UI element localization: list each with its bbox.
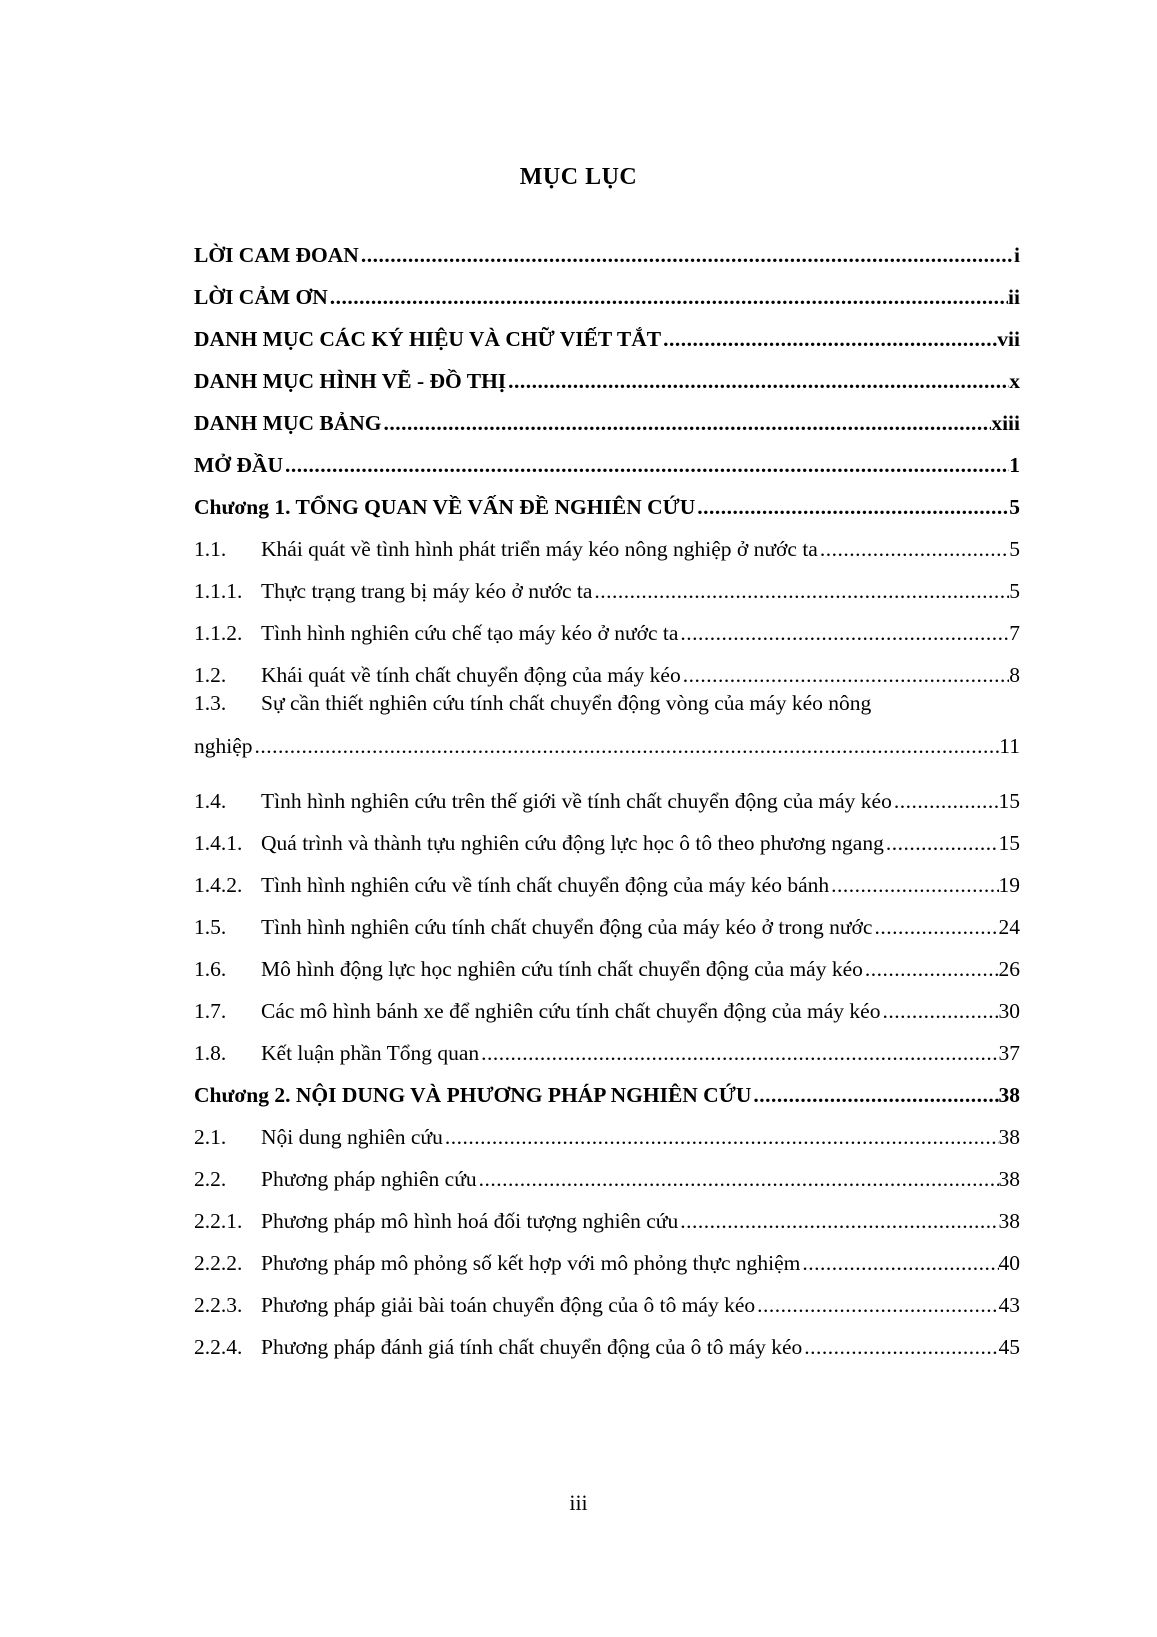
toc-label: Tình hình nghiên cứu tính chất chuyển động của máy kéo ở trong nước: [261, 915, 873, 939]
toc-label: Khái quát về tính chất chuyển động của máy kéo: [261, 663, 681, 687]
toc-leader: [678, 616, 1009, 650]
toc-label: LỜI CẢM ƠN: [194, 285, 328, 309]
toc-page: 37: [998, 1041, 1020, 1065]
toc-page: 15: [998, 789, 1020, 813]
toc-number: 1.4.2.: [194, 873, 243, 897]
toc-page: 11: [999, 734, 1020, 758]
toc-number: 1.4.1.: [194, 831, 243, 855]
toc-leader: [661, 322, 997, 356]
toc-leader: [829, 868, 998, 902]
toc-entry-1-4-2[interactable]: [194, 868, 1020, 902]
toc-label: Quá trình và thành tựu nghiên cứu động lực học ô tô theo phương ngang: [261, 831, 884, 855]
toc-entry-1-8[interactable]: [194, 1036, 1020, 1070]
toc-leader: [884, 826, 999, 860]
toc-entry-1-3-line1: [194, 682, 1020, 725]
toc-leader: [751, 1078, 998, 1112]
toc-entry-1-5[interactable]: [194, 910, 1020, 944]
page-title: MỤC LỤC: [519, 164, 638, 190]
toc-number: 1.5.: [194, 915, 227, 939]
toc-leader: [253, 725, 1000, 768]
toc-entry-loi-cam-doan[interactable]: [194, 238, 1020, 272]
toc-entry-2-2-2[interactable]: [194, 1246, 1020, 1280]
toc-leader: [818, 532, 1009, 566]
toc-leader: [695, 490, 1009, 524]
toc-label: Phương pháp giải bài toán chuyển động của ô tô máy kéo: [261, 1293, 756, 1317]
toc-number: 1.2.: [194, 663, 227, 687]
toc-leader: [880, 994, 998, 1028]
toc-label: Mô hình động lực học nghiên cứu tính chất chuyển động của máy kéo: [261, 957, 863, 981]
toc-entry-2-1[interactable]: [194, 1120, 1020, 1154]
toc-label: Tình hình nghiên cứu trên thế giới về tính chất chuyển động của máy kéo: [261, 789, 892, 813]
toc-leader: [479, 1036, 998, 1070]
toc-leader: [477, 1162, 999, 1196]
toc-page: 5: [1009, 579, 1020, 603]
toc-entry-ky-hieu[interactable]: [194, 322, 1020, 356]
toc-entry-1-7[interactable]: [194, 994, 1020, 1028]
toc-leader: [506, 364, 1009, 398]
toc-entry-1-1-1[interactable]: [194, 574, 1020, 608]
toc-label: DANH MỤC CÁC KÝ HIỆU VÀ CHỮ VIẾT TẮT: [194, 327, 662, 351]
toc-entry-chapter-2[interactable]: [194, 1078, 1020, 1112]
toc-leader: [592, 574, 1009, 608]
toc-page: 1: [1009, 453, 1020, 477]
toc-page: 38: [998, 1125, 1020, 1149]
toc-page: 15: [998, 831, 1020, 855]
toc-label: LỜI CAM ĐOAN: [194, 243, 359, 267]
toc-label: Thực trạng trang bị máy kéo ở nước ta: [261, 579, 593, 603]
page-number: iii: [569, 1490, 588, 1515]
toc-page: 5: [1009, 537, 1020, 561]
toc-leader: [802, 1330, 998, 1364]
toc-number: 1.1.: [194, 537, 227, 561]
toc-entry-1-1[interactable]: [194, 532, 1020, 566]
toc-leader: [678, 1204, 998, 1238]
toc-entry-2-2[interactable]: [194, 1162, 1020, 1196]
toc-page: 7: [1009, 621, 1020, 645]
toc-label: Khái quát về tình hình phát triển máy kéo nông nghiệp ở nước ta: [261, 537, 818, 561]
toc-label: Sự cần thiết nghiên cứu tính chất chuyển động vòng của máy kéo nông: [261, 691, 872, 715]
toc-page: i: [1014, 243, 1020, 267]
toc-label: Phương pháp đánh giá tính chất chuyển động của ô tô máy kéo: [261, 1335, 803, 1359]
toc-entry-mo-dau[interactable]: [194, 448, 1020, 482]
toc-number: 1.4.: [194, 789, 227, 813]
toc-label-continued: nghiệp: [194, 734, 253, 758]
toc-leader: [863, 952, 999, 986]
toc-label: DANH MỤC BẢNG: [194, 411, 382, 435]
toc-number: 1.1.1.: [194, 579, 243, 603]
toc-label: Phương pháp nghiên cứu: [261, 1167, 477, 1191]
toc-page: 19: [998, 873, 1020, 897]
toc-number: 2.1.: [194, 1125, 227, 1149]
toc-page: 30: [998, 999, 1020, 1023]
toc-label: Các mô hình bánh xe để nghiên cứu tính chất chuyển động của máy kéo: [261, 999, 881, 1023]
toc-entry-chapter-1[interactable]: [194, 490, 1020, 524]
toc-leader: [382, 406, 992, 440]
toc-label: Tình hình nghiên cứu chế tạo máy kéo ở nước ta: [261, 621, 679, 645]
toc-page: 45: [998, 1335, 1020, 1359]
toc-page: 26: [998, 957, 1020, 981]
toc-leader: [359, 238, 1014, 272]
toc-page: 5: [1009, 495, 1020, 519]
toc-entry-2-2-3[interactable]: [194, 1288, 1020, 1322]
toc-label: Phương pháp mô phỏng số kết hợp với mô phỏng thực nghiệm: [261, 1251, 801, 1275]
toc-leader: [328, 280, 1008, 314]
toc-page: 43: [998, 1293, 1020, 1317]
toc-page: xiii: [991, 411, 1020, 435]
toc-label: Phương pháp mô hình hoá đối tượng nghiên cứu: [261, 1209, 679, 1233]
toc-number: 2.2.1.: [194, 1209, 243, 1233]
toc-number: 1.6.: [194, 957, 227, 981]
toc-entry-1-6[interactable]: [194, 952, 1020, 986]
toc-entry-1-3[interactable]: [194, 682, 1020, 768]
toc-page: 38: [998, 1167, 1020, 1191]
toc-page: 38: [998, 1083, 1020, 1107]
toc-label: Chương 2. NỘI DUNG VÀ PHƯƠNG PHÁP NGHIÊN CỨU: [194, 1083, 752, 1107]
toc-label: Chương 1. TỔNG QUAN VỀ VẤN ĐỀ NGHIÊN CỨU: [194, 495, 696, 519]
toc-page: 38: [998, 1209, 1020, 1233]
toc-entry-2-2-4[interactable]: [194, 1330, 1020, 1364]
toc-page: vii: [997, 327, 1020, 351]
toc-label: Tình hình nghiên cứu về tính chất chuyển động của máy kéo bánh: [261, 873, 830, 897]
toc-leader: [755, 1288, 998, 1322]
toc-number: 2.2.4.: [194, 1335, 243, 1359]
toc-leader: [892, 784, 999, 818]
toc-page: x: [1009, 369, 1020, 393]
toc-number: 1.3.: [194, 691, 227, 715]
toc-entry-bang[interactable]: [194, 406, 1020, 440]
toc-page: ii: [1008, 285, 1020, 309]
toc-number: 2.2.: [194, 1167, 227, 1191]
toc-number: 1.1.2.: [194, 621, 243, 645]
toc-number: 2.2.3.: [194, 1293, 243, 1317]
toc-number: 2.2.2.: [194, 1251, 243, 1275]
toc-page: 24: [998, 915, 1020, 939]
toc-label: Kết luận phần Tổng quan: [261, 1041, 480, 1065]
toc-entry-loi-cam-on[interactable]: [194, 280, 1020, 314]
toc-page: 8: [1009, 663, 1020, 687]
toc-entry-hinh-ve[interactable]: [194, 364, 1020, 398]
toc-entry-1-4[interactable]: [194, 784, 1020, 818]
toc-label: Nội dung nghiên cứu: [261, 1125, 443, 1149]
toc-leader: [443, 1120, 999, 1154]
toc-label: MỞ ĐẦU: [194, 453, 283, 477]
toc-leader: [283, 448, 1009, 482]
toc-entry-1-3-line2: [194, 725, 1020, 768]
toc-entry-1-1-2[interactable]: [194, 616, 1020, 650]
toc-leader: [872, 910, 998, 944]
toc-entry-2-2-1[interactable]: [194, 1204, 1020, 1238]
toc-number: 1.8.: [194, 1041, 227, 1065]
toc-label: DANH MỤC HÌNH VẼ - ĐỒ THỊ: [194, 369, 507, 393]
toc-page: 40: [998, 1251, 1020, 1275]
toc-entry-1-4-1[interactable]: [194, 826, 1020, 860]
toc-number: 1.7.: [194, 999, 227, 1023]
toc-leader: [800, 1246, 998, 1280]
